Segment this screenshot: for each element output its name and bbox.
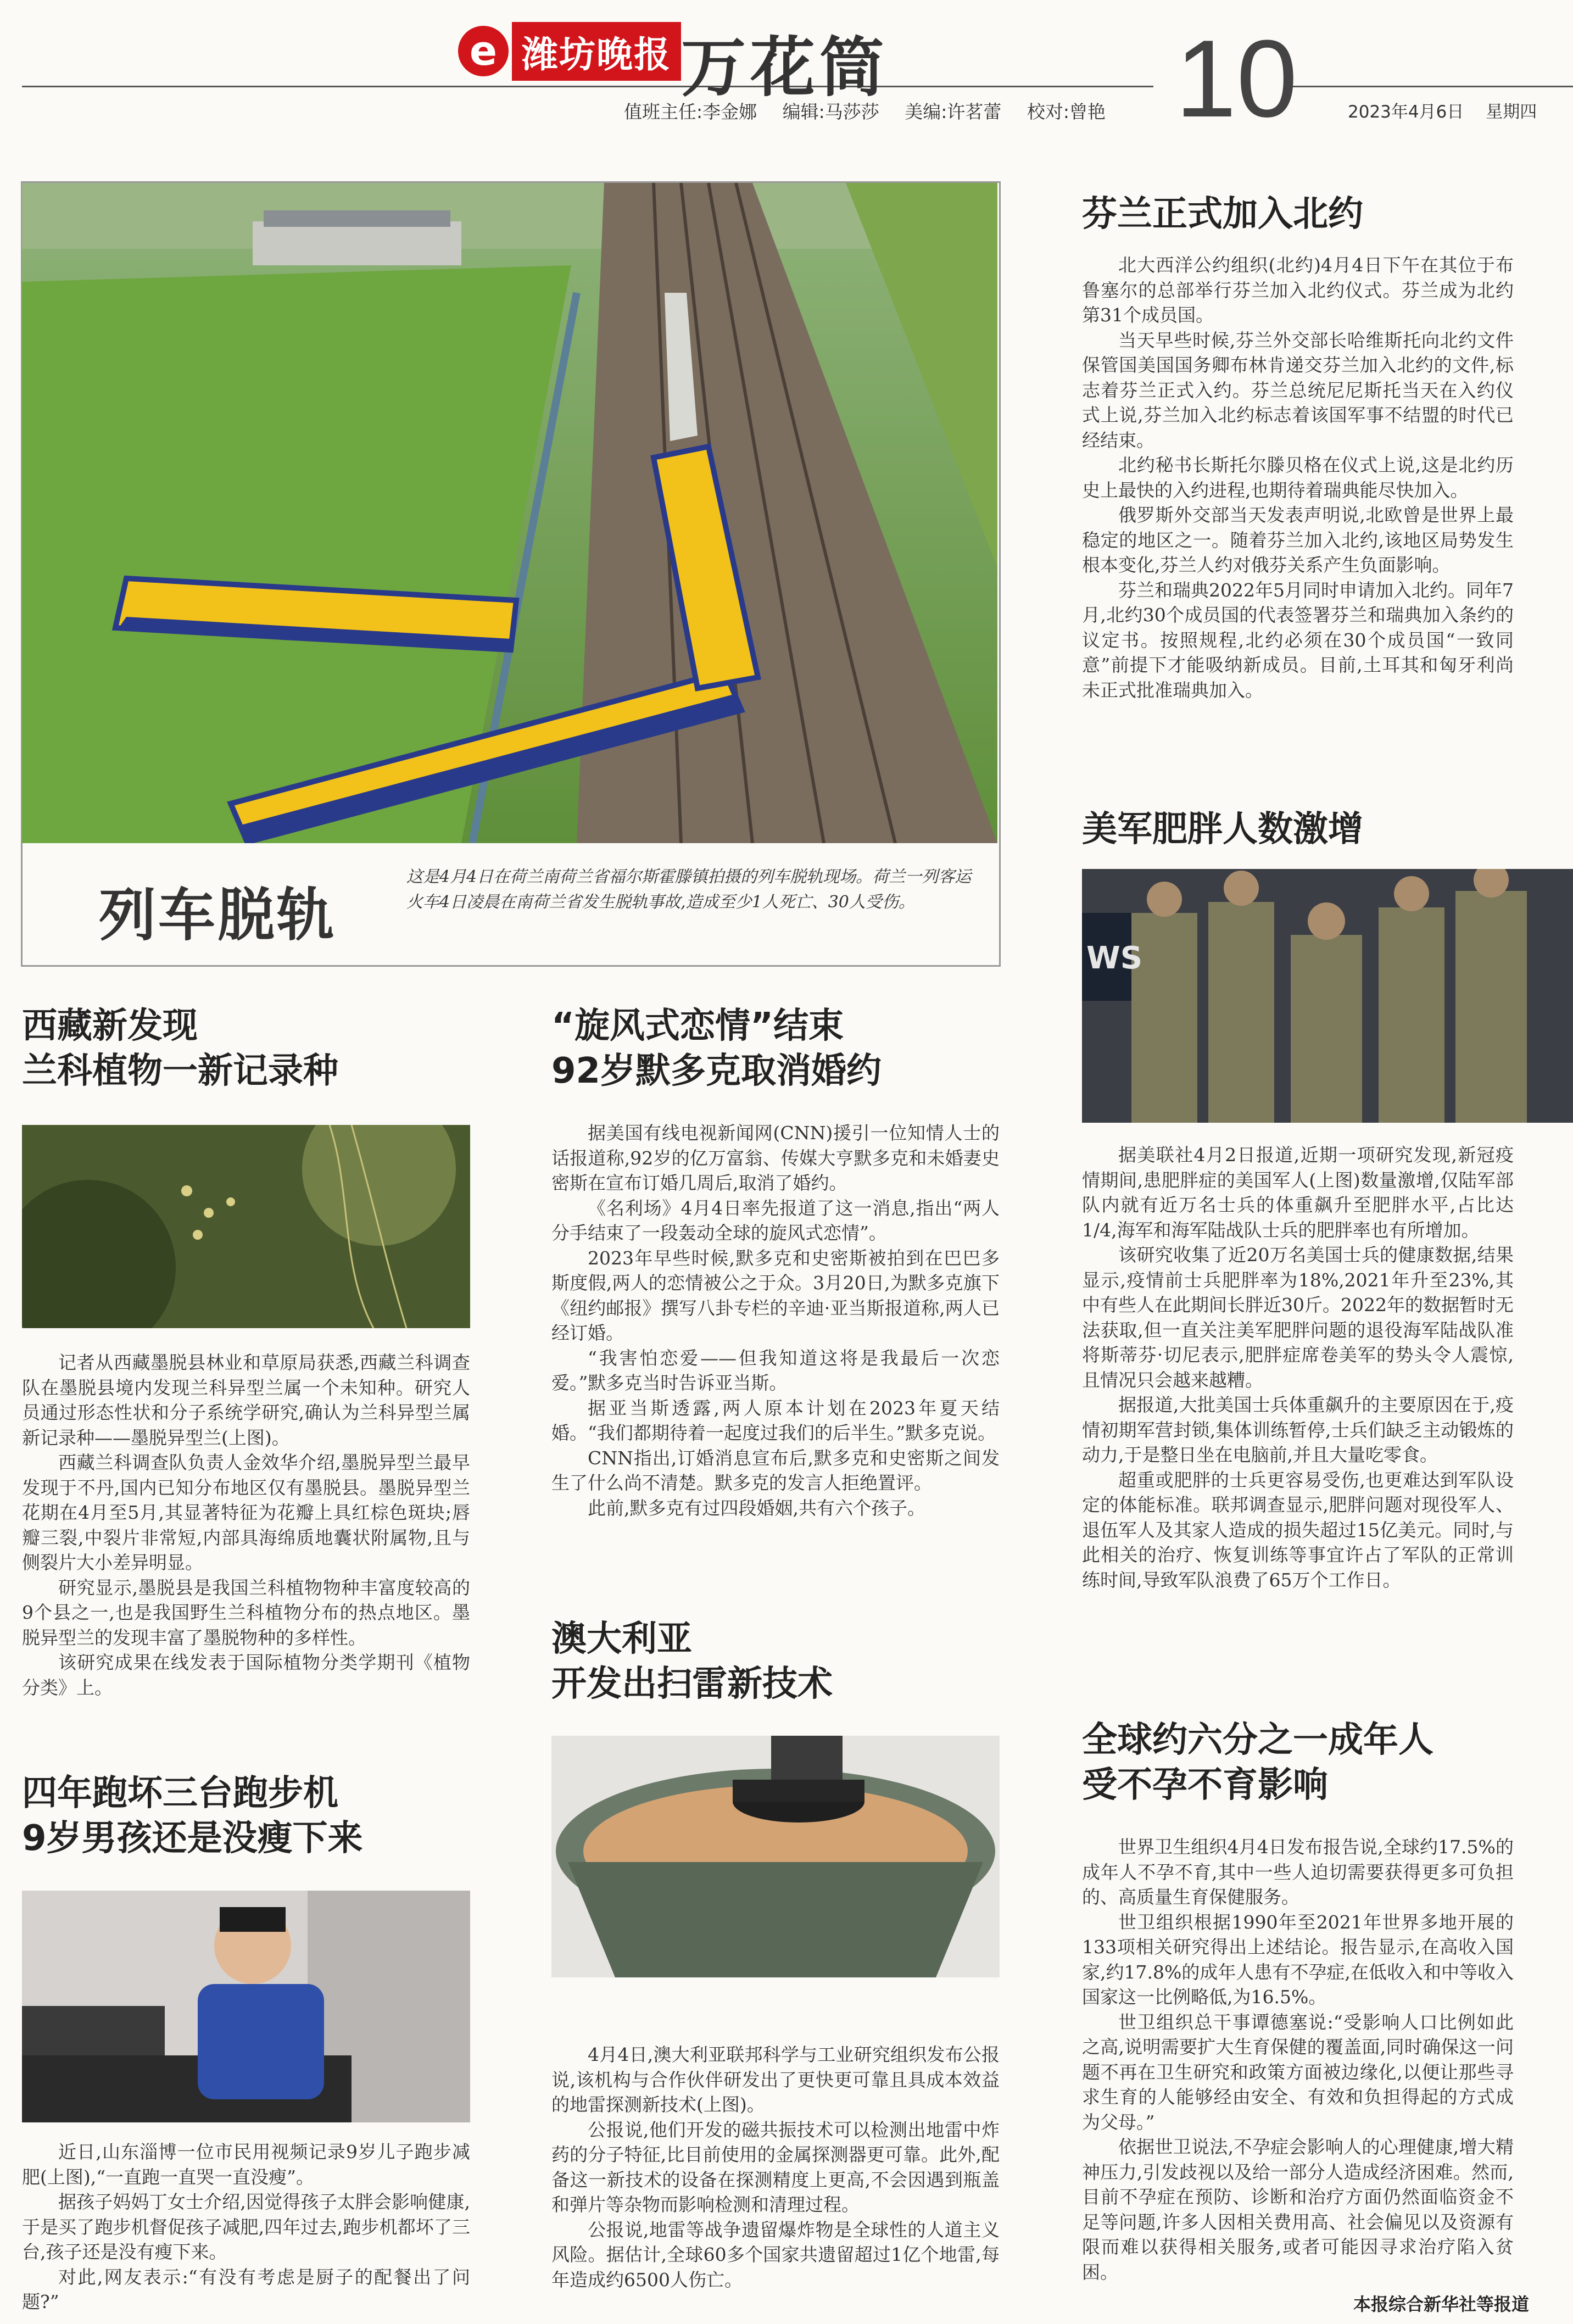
finland-paragraph: 当天早些时候,芬兰外交部长哈维斯托向北约文件保管国美国国务卿布林肯递交芬兰加入北约的文件,标志着芬兰正式入约。芬兰总统尼尼斯托当天在入约仪式上说,芬兰加入北约标志着该国军事不结盟的时代已经结束。 (1082, 329, 1514, 451)
infertility-paragraph: 世卫组织总干事谭德塞说:“受影响人口比例如此之高,说明需要扩大生育保健的覆盖面,同时确保这一问题不再在卫生研究和政策方面被边缘化,以便让那些寻求生育的人能够经由安全、有效和负担得起的方式成为父母。” (1082, 2011, 1514, 2133)
tibet-paragraph: 该研究成果在线发表于国际植物分类学期刊《植物分类》上。 (22, 1652, 470, 1698)
issue-date: 2023年4月6日 (1348, 102, 1464, 122)
murdoch-paragraph: 据亚当斯透露,两人原本计划在2023年夏天结婚。“我们都期待着一起度过我们的后半生。”默多克说。 (551, 1397, 1000, 1444)
australia-body (551, 2042, 1000, 2292)
treadmill-photo (22, 1891, 470, 2122)
australia-title-line: 开发出扫雷新技术 (551, 1663, 833, 1704)
murdoch-title (551, 1004, 882, 1094)
dateline (1331, 98, 1537, 122)
australia-paragraph: 4月4日,澳大利亚联邦科学与工业研究组织发布公报说,该机构与合作伙伴研发出了更快更可靠且具成本效益的地雷探测新技术(上图)。 (551, 2044, 1000, 2115)
tibet-paragraph: 西藏兰科调查队负责人金效华介绍,墨脱异型兰最早发现于不丹,国内已知分布地区仅有墨脱县。墨脱异型兰花期在4月至5月,其显著特征为花瓣上具红棕色斑块;唇瓣三裂,中裂片非常短,内部具海绵质地囊状附属物,且与侧裂片大小差异明显。 (22, 1452, 470, 1573)
finland-paragraph: 芬兰和瑞典2022年5月同时申请加入北约。同年7月,北约30个成员国的代表签署芬兰和瑞典加入条约的议定书。按照规程,北约必须在30个成员国“一致同意”前提下才能吸纳新成员。目前,土耳其和匈牙利尚未正式批准瑞典加入。 (1082, 579, 1514, 701)
photo-backdrop-sign: WS (1086, 940, 1143, 976)
finland-paragraph: 北大西洋公约组织(北约)4月4日下午在其位于布鲁塞尔的总部举行芬兰加入北约仪式。芬兰成为北约第31个成员国。 (1082, 254, 1514, 326)
tibet-paragraph: 研究显示,墨脱县是我国兰科植物物种丰富度较高的9个县之一,也是我国野生兰科植物分布的热点地区。墨脱异型兰的发现丰富了墨脱物种的多样性。 (22, 1576, 470, 1648)
finland-title: 芬兰正式加入北约 (1082, 194, 1363, 235)
orchid-photo (22, 1125, 470, 1328)
tibet-paragraph: 记者从西藏墨脱县林业和草原局获悉,西藏兰科调查队在墨脱县境内发现兰科异型兰属一个未知种。研究人员通过形态性状和分子系统学研究,确认为兰科异型兰属新记录种——墨脱异型兰(上图)。 (22, 1352, 470, 1448)
infertility-paragraph: 世界卫生组织4月4日发布报告说,全球约17.5%的成年人不孕不育,其中一些人迫切需要获得更多可负担的、高质量生育保健服务。 (1082, 1836, 1514, 1908)
infertility-title (1082, 1718, 1433, 1808)
tibet-body (22, 1350, 470, 1700)
derail-title: 列车脱轨 (99, 882, 337, 949)
treadmill-title-line: 9岁男孩还是没瘦下来 (22, 1818, 363, 1859)
staff-proofreader: 校对:曾艳 (1027, 101, 1106, 122)
treadmill-paragraph: 近日,山东淄博一位市民用视频记录9岁儿子跑步减肥(上图),“一直跑一直哭一直没瘦”。 (22, 2141, 470, 2188)
obesity-paragraph: 据美联社4月2日报道,近期一项研究发现,新冠疫情期间,患肥胖症的美国军人(上图)数量激增,仅陆军部队内就有近万名士兵的体重飙升至肥胖水平,占比达1/4,海军和海军陆战队士兵的肥胖率也有所增加。 (1082, 1144, 1514, 1241)
obesity-body (1082, 1143, 1514, 1592)
staff-editor: 编辑:马莎莎 (782, 101, 879, 122)
finland-paragraph: 北约秘书长斯托尔滕贝格在仪式上说,这是北约历史上最快的入约进程,也期待着瑞典能尽快加入。 (1082, 454, 1514, 501)
treadmill-paragraph: 对此,网友表示:“有没有考虑是厨子的配餐出了问题?” (22, 2266, 470, 2312)
obesity-paragraph: 该研究收集了近20万名美国士兵的健康数据,结果显示,疫情前士兵肥胖率为18%,2021年升至23%,其中有些人在此期间长胖近30斤。2022年的数据暂时无法获取,但一直关注美军肥胖问题的退役海军陆战队准将斯蒂芬·切尼表示,肥胖症席卷美军的势头令人震惊,且情况只会越来越糟。 (1082, 1244, 1514, 1391)
obesity-paragraph: 超重或肥胖的士兵更容易受伤,也更难达到军队设定的体能标准。联邦调查显示,肥胖问题对现役军人、退伍军人及其家人造成的损失超过15亿美元。同时,与此相关的治疗、恢复训练等事宜许占了军队的正常训练时间,导致军队浪费了65万个工作日。 (1082, 1469, 1514, 1591)
australia-title (551, 1617, 833, 1707)
murdoch-paragraph: 据美国有线电视新闻网(CNN)援引一位知情人士的话报道称,92岁的亿万富翁、传媒大亨默多克和未婚妻史密斯在宣布订婚几周后,取消了婚约。 (551, 1122, 1000, 1194)
issue-weekday: 星期四 (1486, 102, 1537, 122)
infertility-paragraph: 世卫组织根据1990年至2021年世界多地开展的133项相关研究得出上述结论。报告显示,在高收入国家,约17.8%的成年人患有不孕症,在低收入和中等收入国家这一比例略低,为16.5%。 (1082, 1911, 1514, 2008)
treadmill-title-line: 四年跑坏三台跑步机 (22, 1773, 338, 1814)
infertility-body (1082, 1835, 1514, 2284)
australia-title-line: 澳大利亚 (551, 1619, 692, 1659)
australia-paragraph: 公报说,地雷等战争遗留爆炸物是全球性的人道主义风险。据估计,全球60多个国家共遗留超过1亿个地雷,每年造成约6500人伤亡。 (551, 2219, 1000, 2290)
demining-photo (551, 1736, 1000, 1977)
murdoch-title-line: “旋风式恋情”结束 (551, 1006, 844, 1046)
treadmill-paragraph: 据孩子妈妈丁女士介绍,因觉得孩子太胖会影响健康,于是买了跑步机督促孩子减肥,四年过去,跑步机都坏了三台,孩子还是没有瘦下来。 (22, 2191, 470, 2262)
finland-body (1082, 253, 1514, 703)
murdoch-paragraph: 《名利场》4月4日率先报道了这一消息,指出“两人分手结束了一段轰动全球的旋风式恋情”。 (551, 1197, 1000, 1244)
murdoch-paragraph: “我害怕恋爱——但我知道这将是我最后一次恋爱。”默多克当时告诉亚当斯。 (551, 1347, 1000, 1394)
finland-paragraph: 俄罗斯外交部当天发表声明说,北欧曾是世界上最稳定的地区之一。随着芬兰加入北约,该地区局势发生根本变化,芬兰人约对俄芬关系产生负面影响。 (1082, 504, 1514, 576)
infertility-title-line: 全球约六分之一成年人 (1082, 1720, 1433, 1760)
newspaper-logo (458, 21, 681, 81)
murdoch-paragraph: 2023年早些时候,默多克和史密斯被拍到在巴巴多斯度假,两人的恋情被公之于众。3月20日,为默多克旗下《纽约邮报》撰写八卦专栏的辛迪·亚当斯报道称,两人已经订婚。 (551, 1247, 1000, 1344)
infertility-title-line: 受不孕不育影响 (1082, 1764, 1328, 1805)
obesity-title: 美军肥胖人数激增 (1082, 809, 1363, 850)
logo-mark-icon: e (458, 26, 509, 76)
masthead-rule-left (22, 86, 1153, 87)
murdoch-title-line: 92岁默多克取消婚约 (551, 1050, 882, 1091)
murdoch-body (551, 1121, 1000, 1520)
infertility-paragraph: 依据世卫说法,不孕症会影响人的心理健康,增大精神压力,引发歧视以及给一部分人造成经济困难。然而,目前不孕症在预防、诊断和治疗方面仍然面临资金不足等问题,许多人因相关费用高、社会偏见以及资源有限而难以获得相关服务,或者可能因寻求治疗陷入贫困。 (1082, 2136, 1514, 2283)
murdoch-paragraph: CNN指出,订婚消息宣布后,默多克和史密斯之间发生了什么尚不清楚。默多克的发言人拒绝置评。 (551, 1447, 1000, 1493)
staff-credits (624, 98, 1125, 124)
murdoch-paragraph: 此前,默多克有过四段婚姻,共有六个孩子。 (588, 1497, 925, 1519)
tibet-title-line: 兰科植物一新记录种 (22, 1050, 338, 1091)
tibet-title-line: 西藏新发现 (22, 1006, 198, 1046)
masthead-rule-right (1285, 86, 1573, 87)
tibet-title (22, 1004, 338, 1094)
soldiers-photo (1082, 869, 1573, 1123)
page-number: 10 (1175, 18, 1298, 140)
logo-text: 潍坊晚报 (512, 22, 681, 81)
staff-art-editor: 美编:许茗蕾 (905, 101, 1002, 122)
derail-caption: 这是4月4日在荷兰南荷兰省福尔斯霍滕镇拍摄的列车脱轨现场。荷兰一列客运火车4日凌晨在南荷兰省发生脱轨事故,造成至少1人死亡、30人受伤。 (406, 867, 972, 912)
treadmill-title (22, 1771, 363, 1862)
section-name: 万花筒 (681, 30, 889, 105)
derail-photo (22, 183, 997, 843)
australia-paragraph: 公报说,他们开发的磁共振技术可以检测出地雷中炸药的分子特征,比目前使用的金属探测器更可靠。此外,配备这一新技术的设备在探测精度上更高,不会因遇到瓶盖和弹片等杂物而影响检测和清理过程。 (551, 2119, 1000, 2215)
source-credit: 本报综合新华社等报道 (1353, 2294, 1529, 2315)
staff-duty-chief: 值班主任:李金娜 (624, 101, 757, 122)
obesity-paragraph: 据报道,大批美国士兵体重飙升的主要原因在于,疫情初期军营封锁,集体训练暂停,士兵们缺乏主动锻炼的动力,于是整日坐在电脑前,并且大量吃零食。 (1082, 1394, 1514, 1465)
treadmill-body (22, 2139, 470, 2315)
